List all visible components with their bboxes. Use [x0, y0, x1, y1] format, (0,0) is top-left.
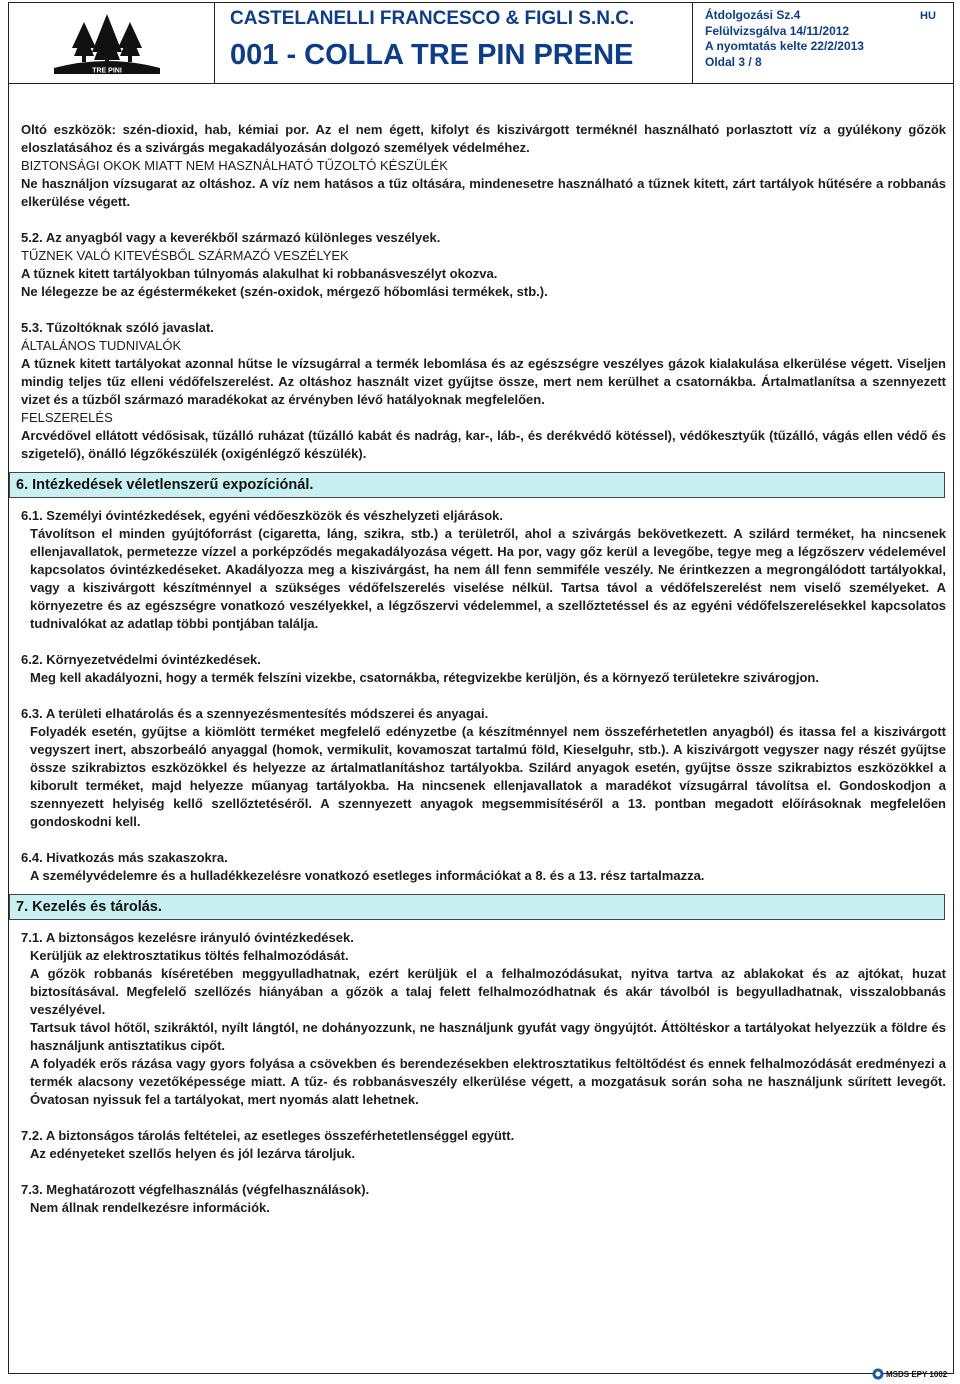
print-date: A nyomtatás kelte 22/2/2013	[705, 39, 864, 53]
header-divider	[214, 2, 215, 83]
product-name: 001 - COLLA TRE PIN PRENE	[230, 39, 634, 71]
subsection-6-4-title: 6.4. Hivatkozás más szakaszokra.	[21, 850, 228, 865]
subsection-6-3-text: Folyadék esetén, gyűjtse a kiömlött terméket megfelelő edényzetbe (a készítménnyel nem összeférhetetlen anyagból) és itassa fel a kiszivárgott vegyszert inert, abszorbeáló anyaggal (homok, vermikulit, kovamoszat tartalmú föld, Kieselguhr, stb.). A kiszivárgott vegyszer nagy részét gyűjtse össze szikrabiztos eszközökkel és helyezze az ártalmatlanításhoz tartályokba. Szilárd anyagok esetén, gyűjtse össze szikrabiztos eszközökkel a kiborult terméket, majd helyezze műanyag tartályokba. Ha nincsenek ellenjavallatok a maradékot vízsugárral távolítsa el. Gondoskodjon a szennyezett helyiség kellő szellőztetéséről. A szennyezett anyagok megsemmisítéséről a 13. pontban megadott előírásoknak megfelelően gondoskodni kell.	[30, 724, 946, 829]
subsection-6-1-title: 6.1. Személyi óvintézkedések, egyéni védőeszközök és vészhelyzeti eljárások.	[21, 508, 503, 523]
equipment-text: Arcvédővel ellátott védősisak, tűzálló ruházat (tűzálló kabát és nadrág, kar-, láb-, és derékvédő kötéssel), védőkesztyűk (tűzálló, vágás ellen védő és szigetelő), önálló légzőkészülék (oxigénlégző készülék).	[21, 428, 946, 461]
section-6-header: 6. Intézkedések véletlenszerű expozíciónál.	[9, 472, 945, 498]
section-7-header: 7. Kezelés és tárolás.	[9, 894, 945, 920]
document-body	[16, 121, 946, 1217]
fire-hazard-heading: TŰZNEK VALÓ KITEVÉSBŐL SZÁRMAZÓ VESZÉLYEK	[21, 248, 349, 263]
subsection-6-1-text: Távolítson el minden gyújtóforrást (cigaretta, láng, szikra, stb.) a területről, ahol a szivárgás bekövetkezett. A szilárd terméket, ha nincsenek ellenjavallatok, permetezze vízzel a porképződés megakadályozása végett. Ha por, vagy gőz kerül a levegőbe, tegye meg a légzőszerv védelemével kapcsolatos óvintézkedéseket. Akadályozza meg a kiszivárgást, ha nem áll fenn semmiféle veszély. Ne érintkezzen a megrongálódott tartályokkal, vagy a kiszivárgott készítménnyel a szükséges védőfelszerelés viselése nélkül. Tartsa távol a védőfelszerelést nem viselő személyeket. A környezetre és az egészségre vonatkozó veszélyekkel, a légzőszervi védelemmel, a szellőztetéssel és az egyéni védőfelszerelésekkel kapcsolatos tudnivalókat az adatlap többi pontjában találja.	[30, 526, 946, 631]
unsuitable-media-heading: BIZTONSÁGI OKOK MIATT NEM HASZNÁLHATÓ TŰZOLTÓ KÉSZÜLÉK	[21, 158, 448, 173]
revision-number: Átdolgozási Sz.4	[705, 8, 801, 22]
extinguishing-media-text: Oltó eszközök: szén-dioxid, hab, kémiai por. Az el nem égett, kifolyt és kiszivárgott terméknél használható porlasztott víz a gyúlékony gőzök eloszlatásához és a szivárgás megakadályozásán dolgozó személyek védelméhez.	[21, 122, 946, 155]
subsection-7-2-title: 7.2. A biztonságos tárolás feltételei, az esetleges összeférhetetlenséggel együtt.	[21, 1128, 515, 1143]
general-info-text: A tűznek kitett tartályokat azonnal hűtse le vízsugárral a termék lebomlása és az egészségre veszélyes gázok kialakulása elkerülése végett. Viseljen mindig teljes tűz elleni védőfelszerelést. Az oltáshoz használt vizet gyűjtse össze, mert nem kerülhet a csatornákba. Ártalmatlanítsa a szennyezett vizet és a tűzből származó maradékokat az érvényben lévő hatályoknak megfelelően.	[21, 356, 946, 407]
page-number: Oldal 3 / 8	[705, 54, 762, 69]
unsuitable-media-text: Ne használjon vízsugarat az oltáshoz. A víz nem hatásos a tűz oltására, mindenesetre használható a tűznek kitett, zárt tartályok hűtésére a robbanás elkerülése végett.	[21, 176, 946, 209]
footer-code: MSDS EPY 1002	[886, 1370, 948, 1379]
document-header	[8, 2, 954, 84]
subsection-7-1-text: A gőzök robbanás kíséretében meggyulladhatnak, ezért kerüljük el a felhalmozódásukat, nyitva tartva az ablakokat és az ajtókat, huzat biztosításával. Megfelelő szellőzés hiányában a gőzök a talaj felett felhalmozódhatnak és akár távolból is begyulladhatnak, visszalobbanás veszélyével.	[30, 966, 946, 1017]
subsection-7-1-title: 7.1. A biztonságos kezelésre irányuló óvintézkedések.	[21, 930, 354, 945]
subsection-6-2-title: 6.2. Környezetvédelmi óvintézkedések.	[21, 652, 261, 667]
fire-hazard-line: Ne lélegezze be az égéstermékeket (szén-oxidok, mérgező hőbomlási termékek, stb.).	[21, 284, 548, 299]
subsection-5-2-title: 5.2. Az anyagból vagy a keverékből származó különleges veszélyek.	[21, 230, 441, 245]
subsection-7-1-text: Tartsuk távol hőtől, szikráktól, nyílt lángtól, ne dohányozzunk, ne használjunk gyufát vagy öngyújtót. Áttöltéskor a tartályokat helyezzük a földre és használjunk antisztatikus cipőt.	[30, 1020, 946, 1053]
subsection-7-1-text: Kerüljük az elektrosztatikus töltés felhalmozódását.	[30, 948, 349, 963]
header-divider	[692, 2, 693, 83]
subsection-6-3-title: 6.3. A területi elhatárolás és a szennyezésmentesítés módszerei és anyagai.	[21, 706, 489, 721]
subsection-7-2-text: Az edényeteket szellős helyen és jól lezárva tároljuk.	[30, 1146, 356, 1161]
document-meta	[705, 8, 864, 70]
language-code: HU	[920, 10, 936, 22]
footer-logo-icon	[872, 1368, 884, 1380]
subsection-7-3-title: 7.3. Meghatározott végfelhasználás (végfelhasználások).	[21, 1182, 370, 1197]
general-info-heading: ÁLTALÁNOS TUDNIVALÓK	[21, 338, 182, 353]
company-name: CASTELANELLI FRANCESCO & FIGLI S.N.C.	[230, 8, 635, 29]
subsection-6-4-text: A személyvédelemre és a hulladékkezelésre vonatkozó esetleges információkat a 8. és a 13. rész tartalmazza.	[30, 868, 705, 883]
review-date: Felülvizsgálva 14/11/2012	[705, 23, 850, 38]
subsection-6-2-text: Meg kell akadályozni, hogy a termék felszíni vizekbe, csatornákba, rétegvizekbe kerüljön, és a környező területekre szivárogjon.	[30, 670, 819, 685]
subsection-7-3-text: Nem állnak rendelkezésre információk.	[30, 1200, 270, 1215]
tre-pini-logo	[52, 14, 162, 76]
equipment-heading: FELSZERELÉS	[21, 410, 113, 425]
fire-hazard-line: A tűznek kitett tartályokban túlnyomás alakulhat ki robbanásveszélyt okozva.	[21, 266, 498, 281]
logo-text: TRE PINI	[92, 67, 122, 75]
subsection-7-1-text: A folyadék erős rázása vagy gyors folyása a csövekben és berendezésekben elektrosztatikus feltöltődést és ennek felhalmozódását eredményezi a termék alacsony vezetőképessége miatt. A tűz- és robbanásveszély elkerülése végett, a mozgatásuk során soha ne használjunk sűrített levegőt. Óvatosan nyissuk fel a tartályokat, mert nyomás alatt lehetnek.	[30, 1056, 946, 1107]
subsection-5-3-title: 5.3. Tűzoltóknak szóló javaslat.	[21, 320, 214, 335]
